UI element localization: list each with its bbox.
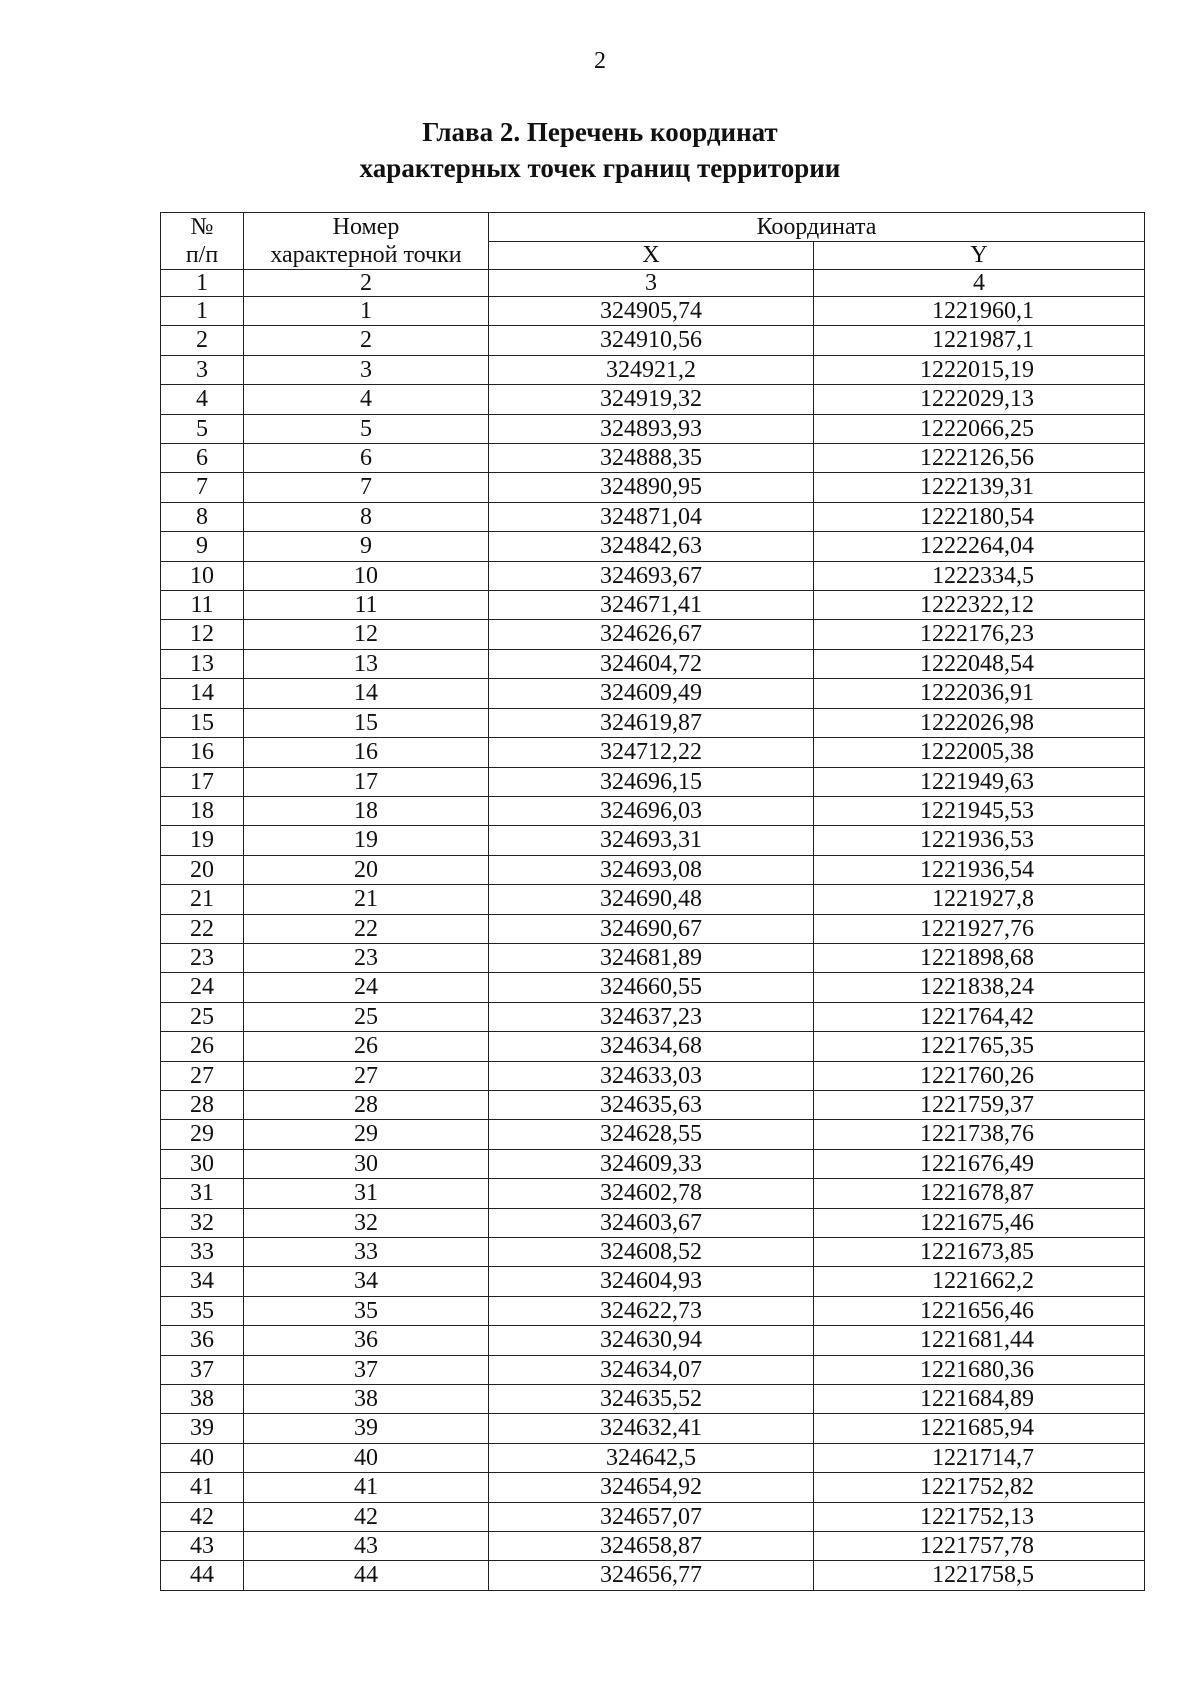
row-x-cell: 324602,78 [489,1179,814,1208]
row-y-cell: 1222005,38 [814,738,1145,767]
row-x-cell: 324871,04 [489,502,814,531]
row-x-cell: 324905,74 [489,297,814,326]
row-point-cell: 34 [244,1267,489,1296]
row-x-cell: 324671,41 [489,591,814,620]
row-y-cell: 1222334,5 [814,561,1145,590]
table-row [161,738,1145,767]
row-y-cell: 1221675,46 [814,1208,1145,1237]
row-x-cell: 324693,08 [489,855,814,884]
row-y-cell: 1221987,1 [814,326,1145,355]
row-x-cell: 324919,32 [489,385,814,414]
table-row [161,649,1145,678]
row-y-cell: 1221738,76 [814,1120,1145,1149]
page-title [0,114,1200,186]
row-x-cell: 324608,52 [489,1238,814,1267]
row-point-cell: 4 [244,385,489,414]
table-row [161,355,1145,384]
row-x-cell: 324690,48 [489,885,814,914]
row-point-cell: 17 [244,767,489,796]
row-point-cell: 9 [244,532,489,561]
table-row [161,1267,1145,1296]
row-y-cell: 1221936,53 [814,826,1145,855]
table-row [161,708,1145,737]
table-row [161,1002,1145,1031]
table-row [161,1385,1145,1414]
row-y-cell: 1221673,85 [814,1238,1145,1267]
row-index-cell: 23 [161,943,244,972]
row-point-cell: 23 [244,943,489,972]
row-x-cell: 324619,87 [489,708,814,737]
table-row [161,1443,1145,1472]
row-x-cell: 324693,67 [489,561,814,590]
table-row [161,1532,1145,1561]
row-point-cell: 2 [244,326,489,355]
row-index-cell: 28 [161,1090,244,1119]
row-y-cell: 1221945,53 [814,796,1145,825]
table-row [161,1061,1145,1090]
row-y-cell: 1222176,23 [814,620,1145,649]
row-index-cell: 30 [161,1149,244,1178]
row-point-cell: 21 [244,885,489,914]
row-point-cell: 36 [244,1326,489,1355]
header-index-line-2: п/п [185,242,219,268]
header-point-line-1: Номер [332,214,400,240]
table-row [161,444,1145,473]
table-row [161,385,1145,414]
table-row [161,855,1145,884]
row-index-cell: 21 [161,885,244,914]
table-row [161,679,1145,708]
table-row [161,1414,1145,1443]
row-point-cell: 26 [244,1032,489,1061]
row-point-cell: 19 [244,826,489,855]
row-point-cell: 24 [244,973,489,1002]
row-y-cell: 1221838,24 [814,973,1145,1002]
coordinates-table [160,212,1145,1591]
row-y-cell: 1221714,7 [814,1443,1145,1472]
row-point-cell: 37 [244,1355,489,1384]
header-point-line-2: характерной точки [270,242,462,268]
row-index-cell: 9 [161,532,244,561]
row-y-cell: 1222029,13 [814,385,1145,414]
row-y-cell: 1221681,44 [814,1326,1145,1355]
row-x-cell: 324604,93 [489,1267,814,1296]
row-x-cell: 324622,73 [489,1296,814,1325]
row-index-cell: 40 [161,1443,244,1472]
table-row [161,297,1145,326]
header-x: X [489,241,814,270]
row-point-cell: 5 [244,414,489,443]
row-y-cell: 1221757,78 [814,1532,1145,1561]
row-point-cell: 6 [244,444,489,473]
row-x-cell: 324604,72 [489,649,814,678]
row-index-cell: 25 [161,1002,244,1031]
row-x-cell: 324609,49 [489,679,814,708]
header-point-number [244,213,489,270]
column-number: 2 [244,270,489,297]
row-y-cell: 1221898,68 [814,943,1145,972]
row-index-cell: 6 [161,444,244,473]
row-x-cell: 324696,15 [489,767,814,796]
row-y-cell: 1221960,1 [814,297,1145,326]
row-index-cell: 12 [161,620,244,649]
table-row [161,1032,1145,1061]
row-y-cell: 1222026,98 [814,708,1145,737]
row-index-cell: 29 [161,1120,244,1149]
header-index-line-1: № [190,214,214,240]
row-y-cell: 1222048,54 [814,649,1145,678]
row-x-cell: 324690,67 [489,914,814,943]
row-point-cell: 35 [244,1296,489,1325]
table-row [161,1238,1145,1267]
row-point-cell: 41 [244,1473,489,1502]
row-x-cell: 324842,63 [489,532,814,561]
column-numbering-row [161,270,1145,297]
row-index-cell: 38 [161,1385,244,1414]
row-point-cell: 15 [244,708,489,737]
row-x-cell: 324635,52 [489,1385,814,1414]
row-y-cell: 1222036,91 [814,679,1145,708]
column-number: 4 [814,270,1145,297]
row-point-cell: 7 [244,473,489,502]
table-row [161,1208,1145,1237]
table-row [161,1179,1145,1208]
row-y-cell: 1221927,8 [814,885,1145,914]
row-x-cell: 324658,87 [489,1532,814,1561]
table-row [161,1473,1145,1502]
table-row [161,914,1145,943]
row-index-cell: 4 [161,385,244,414]
row-point-cell: 28 [244,1090,489,1119]
row-index-cell: 3 [161,355,244,384]
table-row [161,943,1145,972]
table-row [161,1502,1145,1531]
row-index-cell: 33 [161,1238,244,1267]
row-x-cell: 324890,95 [489,473,814,502]
header-index [161,213,244,270]
row-y-cell: 1222139,31 [814,473,1145,502]
row-y-cell: 1221752,13 [814,1502,1145,1531]
row-index-cell: 13 [161,649,244,678]
table-row [161,473,1145,502]
row-x-cell: 324888,35 [489,444,814,473]
row-point-cell: 25 [244,1002,489,1031]
row-y-cell: 1221764,42 [814,1002,1145,1031]
row-point-cell: 20 [244,855,489,884]
row-point-cell: 42 [244,1502,489,1531]
row-index-cell: 24 [161,973,244,1002]
row-x-cell: 324654,92 [489,1473,814,1502]
row-x-cell: 324632,41 [489,1414,814,1443]
table-row [161,561,1145,590]
row-point-cell: 12 [244,620,489,649]
table-row [161,532,1145,561]
row-point-cell: 3 [244,355,489,384]
row-x-cell: 324630,94 [489,1326,814,1355]
row-y-cell: 1221949,63 [814,767,1145,796]
row-x-cell: 324634,68 [489,1032,814,1061]
row-x-cell: 324657,07 [489,1502,814,1531]
row-point-cell: 16 [244,738,489,767]
row-x-cell: 324609,33 [489,1149,814,1178]
row-y-cell: 1221936,54 [814,855,1145,884]
row-point-cell: 32 [244,1208,489,1237]
table-row [161,796,1145,825]
row-index-cell: 32 [161,1208,244,1237]
row-point-cell: 11 [244,591,489,620]
table-header [161,213,1145,297]
row-index-cell: 26 [161,1032,244,1061]
table-row [161,1149,1145,1178]
row-x-cell: 324660,55 [489,973,814,1002]
row-y-cell: 1222180,54 [814,502,1145,531]
row-index-cell: 42 [161,1502,244,1531]
row-y-cell: 1221656,46 [814,1296,1145,1325]
page-number: 2 [594,48,606,74]
row-index-cell: 44 [161,1561,244,1590]
row-y-cell: 1221758,5 [814,1561,1145,1590]
row-index-cell: 2 [161,326,244,355]
table-row [161,620,1145,649]
row-x-cell: 324656,77 [489,1561,814,1590]
table-row [161,502,1145,531]
row-x-cell: 324712,22 [489,738,814,767]
row-point-cell: 31 [244,1179,489,1208]
row-index-cell: 10 [161,561,244,590]
row-point-cell: 18 [244,796,489,825]
row-point-cell: 33 [244,1238,489,1267]
row-index-cell: 36 [161,1326,244,1355]
row-point-cell: 43 [244,1532,489,1561]
row-y-cell: 1221685,94 [814,1414,1145,1443]
row-y-cell: 1222066,25 [814,414,1145,443]
table-row [161,1296,1145,1325]
row-x-cell: 324626,67 [489,620,814,649]
header-coordinate-group: Координата [489,213,1145,242]
row-point-cell: 30 [244,1149,489,1178]
row-y-cell: 1222322,12 [814,591,1145,620]
table-row [161,1561,1145,1590]
row-y-cell: 1221927,76 [814,914,1145,943]
row-y-cell: 1221684,89 [814,1385,1145,1414]
row-x-cell: 324628,55 [489,1120,814,1149]
row-y-cell: 1221678,87 [814,1179,1145,1208]
row-point-cell: 8 [244,502,489,531]
row-index-cell: 22 [161,914,244,943]
column-number: 1 [161,270,244,297]
row-index-cell: 37 [161,1355,244,1384]
row-x-cell: 324893,93 [489,414,814,443]
table-row [161,1326,1145,1355]
table-body [161,297,1145,1591]
row-y-cell: 1221760,26 [814,1061,1145,1090]
row-index-cell: 27 [161,1061,244,1090]
row-index-cell: 31 [161,1179,244,1208]
row-index-cell: 41 [161,1473,244,1502]
row-x-cell: 324603,67 [489,1208,814,1237]
row-x-cell: 324681,89 [489,943,814,972]
row-index-cell: 18 [161,796,244,825]
table-row [161,973,1145,1002]
row-point-cell: 39 [244,1414,489,1443]
row-point-cell: 1 [244,297,489,326]
row-index-cell: 5 [161,414,244,443]
row-x-cell: 324637,23 [489,1002,814,1031]
row-y-cell: 1221680,36 [814,1355,1145,1384]
row-x-cell: 324633,03 [489,1061,814,1090]
row-point-cell: 22 [244,914,489,943]
row-index-cell: 1 [161,297,244,326]
row-y-cell: 1222264,04 [814,532,1145,561]
row-x-cell: 324635,63 [489,1090,814,1119]
row-x-cell: 324696,03 [489,796,814,825]
row-x-cell: 324693,31 [489,826,814,855]
row-point-cell: 13 [244,649,489,678]
row-y-cell: 1221662,2 [814,1267,1145,1296]
title-line-1: Глава 2. Перечень координат [422,117,778,147]
row-index-cell: 39 [161,1414,244,1443]
row-point-cell: 44 [244,1561,489,1590]
row-point-cell: 40 [244,1443,489,1472]
row-index-cell: 20 [161,855,244,884]
row-index-cell: 8 [161,502,244,531]
row-y-cell: 1221765,35 [814,1032,1145,1061]
row-point-cell: 14 [244,679,489,708]
table-row [161,414,1145,443]
row-y-cell: 1222015,19 [814,355,1145,384]
row-point-cell: 29 [244,1120,489,1149]
table-row [161,326,1145,355]
row-index-cell: 43 [161,1532,244,1561]
row-x-cell: 324634,07 [489,1355,814,1384]
row-y-cell: 1221752,82 [814,1473,1145,1502]
table-row [161,885,1145,914]
table-row [161,591,1145,620]
table-row [161,1355,1145,1384]
row-x-cell: 324910,56 [489,326,814,355]
row-index-cell: 35 [161,1296,244,1325]
row-point-cell: 10 [244,561,489,590]
row-index-cell: 16 [161,738,244,767]
row-index-cell: 19 [161,826,244,855]
row-y-cell: 1221676,49 [814,1149,1145,1178]
row-point-cell: 38 [244,1385,489,1414]
row-index-cell: 17 [161,767,244,796]
row-index-cell: 15 [161,708,244,737]
row-x-cell: 324642,5 [489,1443,814,1472]
row-index-cell: 14 [161,679,244,708]
table-row [161,1120,1145,1149]
table-row [161,1090,1145,1119]
table-row [161,767,1145,796]
title-line-2: характерных точек границ территории [359,153,841,183]
row-index-cell: 34 [161,1267,244,1296]
column-number: 3 [489,270,814,297]
row-index-cell: 7 [161,473,244,502]
row-y-cell: 1221759,37 [814,1090,1145,1119]
table-row [161,826,1145,855]
row-index-cell: 11 [161,591,244,620]
row-x-cell: 324921,2 [489,355,814,384]
row-point-cell: 27 [244,1061,489,1090]
header-y: Y [814,241,1145,270]
row-y-cell: 1222126,56 [814,444,1145,473]
